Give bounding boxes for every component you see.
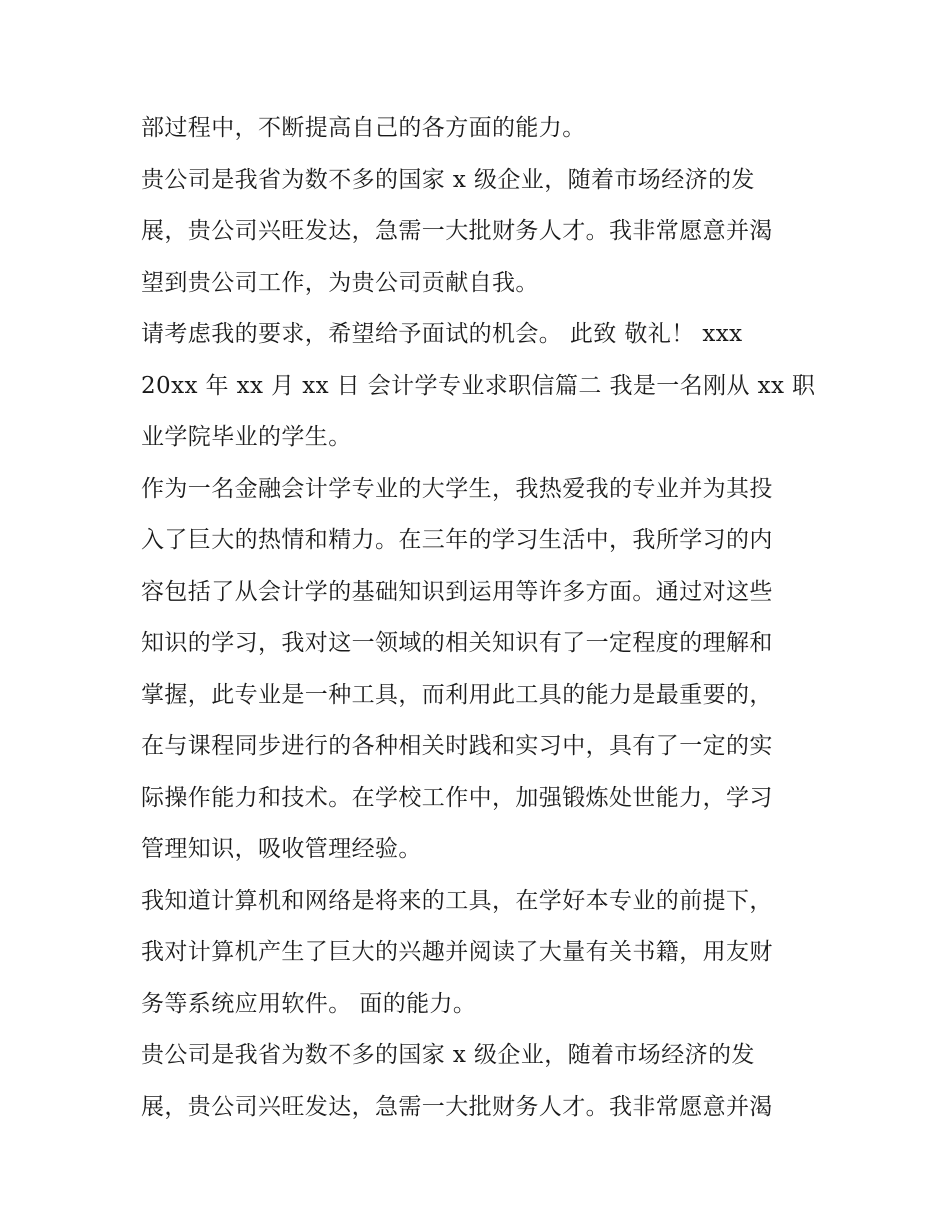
- text-line: 部过程中，不断提高自己的各方面的能力。: [141, 115, 586, 141]
- text-line: 知识的学习，我对这一领域的相关知识有了一定程度的理解和: [141, 630, 773, 656]
- text-line: 入了巨大的热情和精力。在三年的学习生活中，我所学习的内: [141, 527, 773, 553]
- document-body: [141, 103, 821, 1133]
- text-line: 容包括了从会计学的基础知识到运用等许多方面。通过对这些: [141, 578, 773, 605]
- text-line: 业学院毕业的学生。: [141, 424, 352, 450]
- text-line: 贵公司是我省为数不多的国家 x 级企业，随着市场经济的发: [141, 1042, 755, 1068]
- text-line: 展，贵公司兴旺发达，急需一大批财务人才。我非常愿意并渴: [141, 218, 773, 244]
- text-line: 掌握，此专业是一种工具，而利用此工具的能力是最重要的，: [141, 681, 773, 708]
- text-line: 贵公司是我省为数不多的国家 x 级企业，随着市场经济的发: [141, 166, 755, 193]
- text-line: 作为一名金融会计学专业的大学生，我热爱我的专业并为其投: [141, 475, 773, 502]
- text-line: 20xx 年 xx 月 xx 日 会计学专业求职信篇二 我是一名刚从 xx 职: [141, 372, 816, 399]
- text-line: 管理知识，吸收管理经验。: [141, 836, 422, 862]
- text-line: 际操作能力和技术。在学校工作中，加强锻炼处世能力，学习: [141, 784, 773, 811]
- text-line: 望到贵公司工作，为贵公司贡献自我。: [141, 269, 539, 296]
- text-line: 我对计算机产生了巨大的兴趣并阅读了大量有关书籍，用友财: [141, 939, 773, 965]
- text-line: 我知道计算机和网络是将来的工具，在学好本专业的前提下，: [141, 887, 773, 914]
- text-line: 在与课程同步进行的各种相关时践和实习中，具有了一定的实: [141, 733, 773, 759]
- text-line: 展，贵公司兴旺发达，急需一大批财务人才。我非常愿意并渴: [141, 1093, 773, 1120]
- text-line: 务等系统应用软件。 面的能力。: [141, 990, 477, 1017]
- text-line: 请考虑我的要求，希望给予面试的机会。 此致 敬礼！ xxx: [141, 321, 743, 347]
